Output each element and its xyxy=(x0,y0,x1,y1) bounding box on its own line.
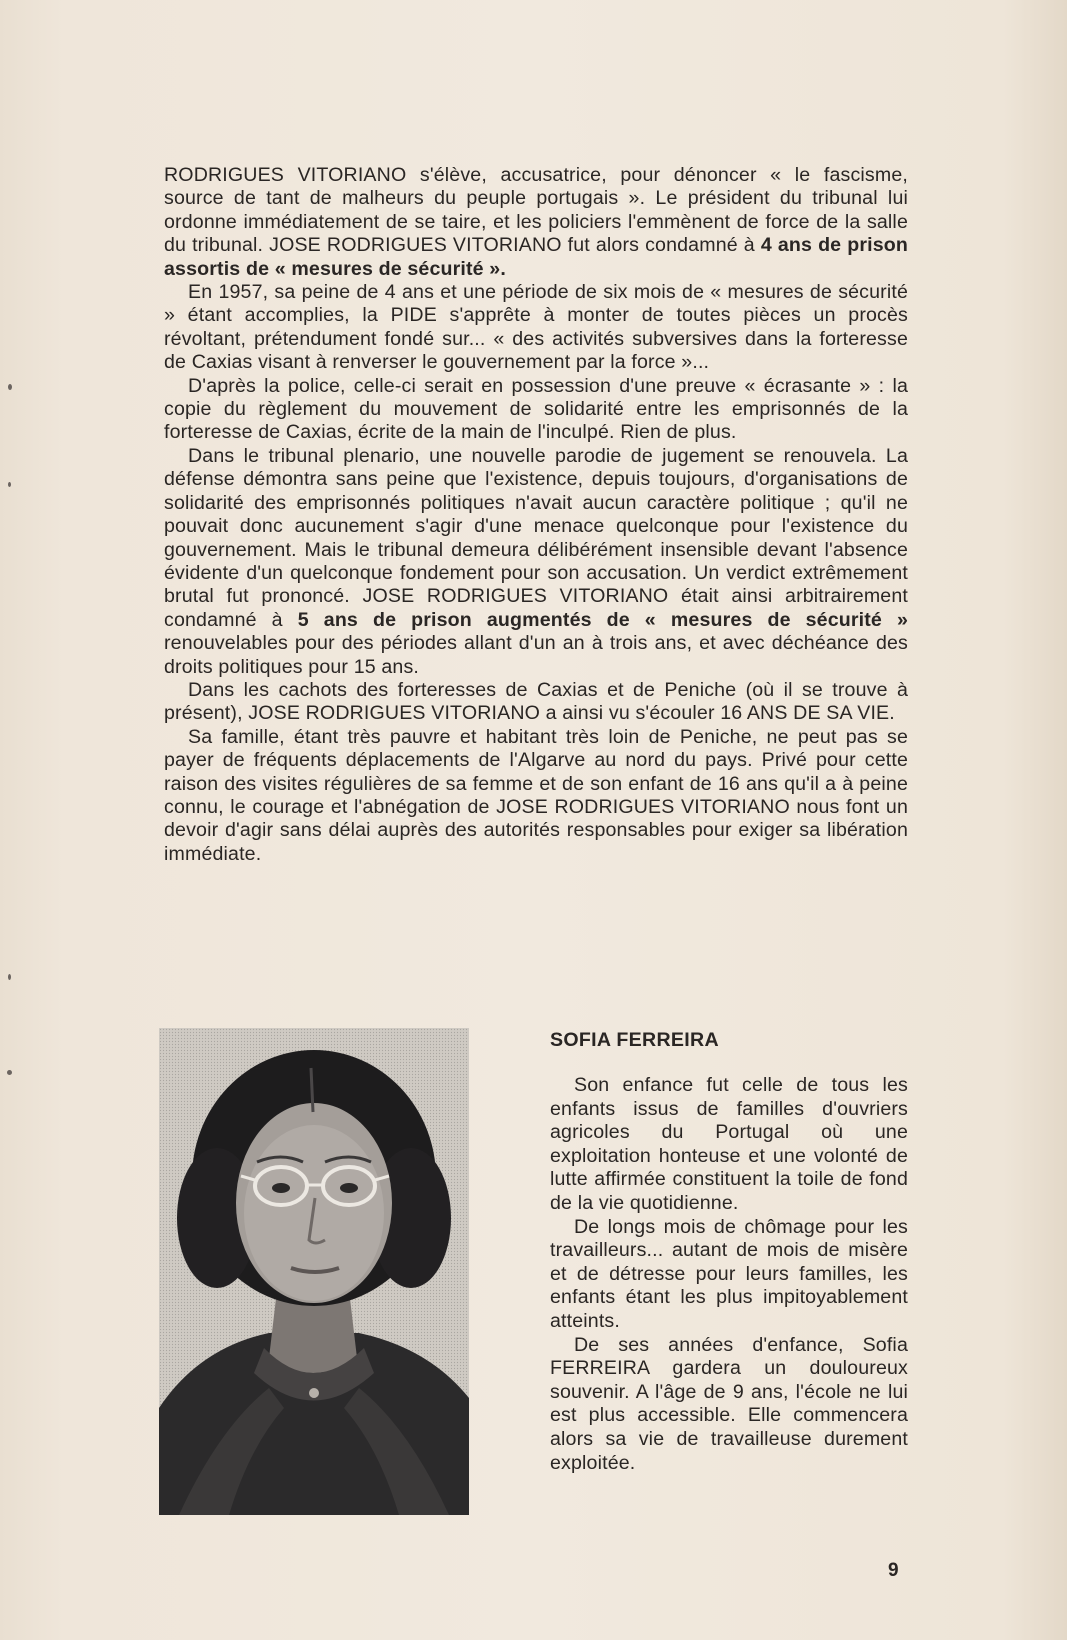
profile-column xyxy=(550,1028,908,1475)
profile-paragraph: De ses années d'enfance, Sofia FERREIRA gardera un douloureux souvenir. A l'âge de 9 ans, l'école ne lui est plus accessible. Elle commencera alors sa vie de travailleuse durement exploitée. xyxy=(550,1333,908,1474)
article-paragraph: Dans le tribunal plenario, une nouvelle parodie de jugement se renouvela. La défense démontra sans peine que l'existence, depuis toujours, d'organisations de solidarité des emprisonnés politiques n'avait aucun caractère politique ; qu'il ne pouvait donc aucunement s'agir d'une menace quelconque pour l'existence du gouvernement. Mais le tribunal demeura délibérément insensible devant l'absence évidente d'un quelconque fondement pour son accusation. Un verdict extrêmement brutal fut prononcé. JOSE RODRIGUES VITORIANO était ainsi arbitrairement condamné à 5 ans de prison augmentés de « mesures de sécurité » renouvelables pour des périodes allant d'un an à trois ans, et avec déchéance des droits politiques pour 15 ans. xyxy=(164,444,909,678)
article-paragraph: En 1957, sa peine de 4 ans et une période de six mois de « mesures de sécurité » étant accomplies, la PIDE s'apprête à monter de toutes pièces un procès révoltant, prétendument fondé sur... « des activités subversives dans la forteresse de Caxias visant à renverser le gouvernement par la force »... xyxy=(164,281,908,374)
margin-speck xyxy=(7,1070,12,1075)
profile-paragraph: Son enfance fut celle de tous les enfants issus de familles d'ouvriers agricoles du Portugal où une exploitation honteuse et une volonté de lutte affirmée constituent la toile de fond de la vie quotidienne. xyxy=(550,1074,908,1214)
article-paragraph: Sa famille, étant très pauvre et habitant très loin de Peniche, ne peut pas se payer de fréquents déplacements de l'Algarve au nord du pays. Privé pour cette raison des visites régulières de sa femme et de son enfant de 16 ans qu'il a à peine connu, le courage et l'abnégation de JOSE RODRIGUES VITORIANO nous font un devoir d'agir sans délai auprès des autorités responsables pour exiger sa libération immédiate. xyxy=(164,725,908,865)
margin-speck xyxy=(8,974,11,980)
article-paragraph: RODRIGUES VITORIANO s'élève, accusatrice, pour dénoncer « le fascisme, source de tant de malheurs du peuple portugais ». Le président du tribunal lui ordonne immédiatement de se taire, et les policiers l'emmènent de force de la salle du tribunal. JOSE RODRIGUES VITORIANO fut alors condamné à 4 ans de prison assortis de « mesures de sécurité ». xyxy=(164,164,908,280)
article-paragraph: Dans les cachots des forteresses de Caxias et de Peniche (où il se trouve à présent), JOSE RODRIGUES VITORIANO a ainsi vu s'écouler 16 ANS DE SA VIE. xyxy=(164,678,908,725)
profile-paragraph: De longs mois de chômage pour les travailleurs... autant de mois de misère et de détresse pour leurs familles, les enfants étant les plus impitoyablement atteints. xyxy=(550,1215,908,1332)
profile-heading: SOFIA FERREIRA xyxy=(550,1029,719,1051)
sentence-emphasis: 4 ans de prison assortis de « mesures de sécurité ». xyxy=(164,234,908,280)
article-body xyxy=(164,164,908,866)
article-paragraph: D'après la police, celle-ci serait en possession d'une preuve « écrasante » : la copie du règlement du mouvement de solidarité entre les emprisonnés de la forteresse de Caxias, écrite de la main de l'inculpé. Rien de plus. xyxy=(164,374,908,444)
portrait-illustration xyxy=(159,1028,469,1515)
sentence-emphasis: 5 ans de prison augmentés de « mesures de sécurité » xyxy=(297,608,909,631)
margin-speck xyxy=(8,482,11,487)
page-number: 9 xyxy=(888,1560,899,1581)
portrait-photo xyxy=(159,1028,469,1515)
margin-speck xyxy=(8,384,12,390)
